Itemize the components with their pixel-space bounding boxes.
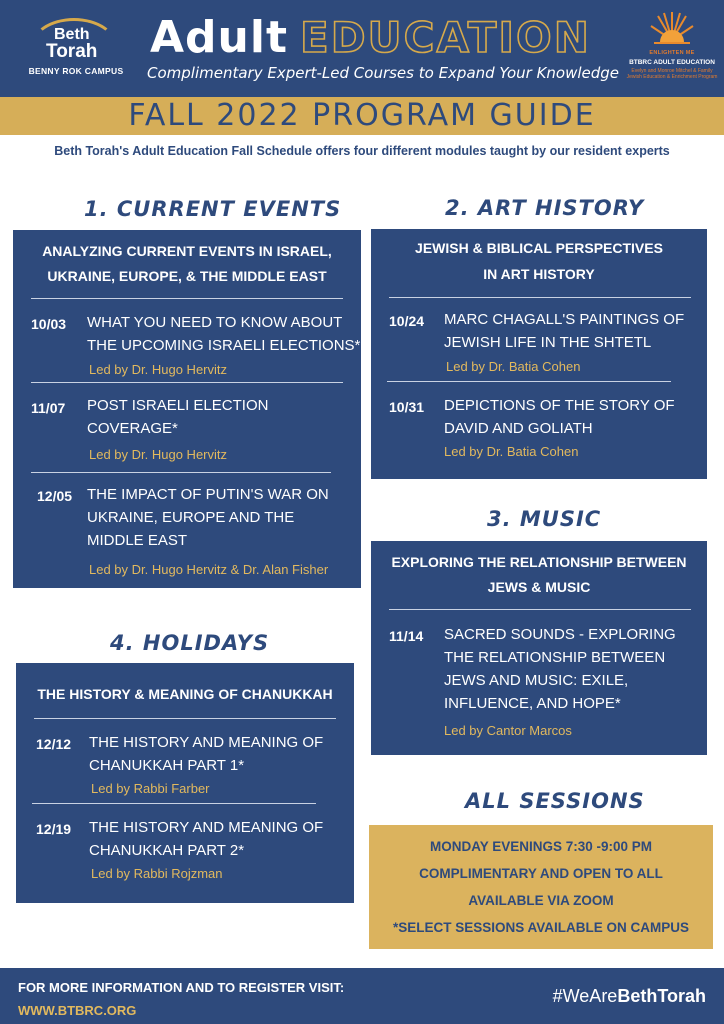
- session-date: 12/05: [37, 488, 73, 504]
- divider: [389, 297, 691, 298]
- sessions-schedule: MONDAY EVENINGS 7:30 -9:00 PM: [429, 839, 653, 854]
- divider: [31, 472, 331, 473]
- heading-current-events: 1. CURRENT EVENTS: [84, 197, 342, 221]
- art-history-title-1: JEWISH & BIBLICAL PERSPECTIVES: [415, 240, 663, 256]
- session-date: 10/03: [31, 316, 67, 332]
- divider: [34, 718, 336, 719]
- session-title: THE HISTORY AND MEANING OF CHANUKKAH PART 1*: [89, 734, 324, 774]
- session-date: 10/31: [389, 399, 425, 415]
- header-tagline: Complimentary Expert-Led Courses to Expand Your Knowledge: [147, 64, 620, 82]
- session-leader: Led by Dr. Hugo Hervitz & Dr. Alan Fisher: [89, 562, 329, 577]
- beth-torah-logo: [20, 14, 132, 80]
- session-date: 10/24: [389, 313, 425, 329]
- heading-all-sessions: ALL SESSIONS: [465, 789, 645, 813]
- enlighten-me-logo: [626, 8, 718, 92]
- sessions-campus: *SELECT SESSIONS AVAILABLE ON CAMPUS: [392, 920, 690, 935]
- session-date: 12/12: [36, 736, 72, 752]
- logo-program-text: BTBRC ADULT EDUCATION: [629, 59, 715, 66]
- banner-title: FALL 2022 PROGRAM GUIDE: [128, 98, 596, 133]
- intro-text: Beth Torah's Adult Education Fall Schedule offers four different modules taught by our resident experts: [54, 144, 670, 158]
- music-title-2: JEWS & MUSIC: [487, 579, 591, 595]
- music-title-1: EXPLORING THE RELATIONSHIP BETWEEN: [391, 554, 687, 570]
- session-title: WHAT YOU NEED TO KNOW ABOUT THE UPCOMING ISRAELI ELECTIONS*: [87, 314, 361, 354]
- session-leader: Led by Dr. Batia Cohen: [446, 359, 581, 374]
- sessions-open: COMPLIMENTARY AND OPEN TO ALL: [419, 866, 663, 881]
- session-date: 12/19: [36, 821, 72, 837]
- sun-icon: [650, 10, 694, 50]
- heading-music: 3. MUSIC: [487, 507, 602, 531]
- program-guide-banner: [0, 97, 724, 135]
- footer-hashtag: #WeAreBethTorah: [552, 986, 706, 1006]
- art-history-title-2: IN ART HISTORY: [483, 266, 595, 282]
- holidays-title: THE HISTORY & MEANING OF CHANUKKAH: [37, 686, 333, 702]
- divider: [31, 382, 343, 383]
- divider: [387, 381, 671, 382]
- logo-torah-text: Torah: [46, 41, 98, 62]
- divider: [389, 609, 691, 610]
- session-title: THE HISTORY AND MEANING OF CHANUKKAH PART 2*: [89, 819, 324, 859]
- session-leader: Led by Dr. Hugo Hervitz: [89, 447, 228, 462]
- session-leader: Led by Rabbi Farber: [91, 781, 210, 796]
- footer-cta: FOR MORE INFORMATION AND TO REGISTER VISIT:: [18, 980, 345, 995]
- session-title: MARC CHAGALL'S PAINTINGS OF JEWISH LIFE IN THE SHTETL: [444, 311, 685, 351]
- page-footer: [0, 968, 724, 1024]
- session-date: 11/14: [389, 628, 424, 644]
- session-leader: Led by Dr. Hugo Hervitz: [89, 362, 228, 377]
- logo-sponsor-text: Evelyn and Monroe Mitchel & Family Jewish Education & Enrichment Program: [626, 68, 718, 80]
- current-events-title-1: ANALYZING CURRENT EVENTS IN ISRAEL,: [42, 243, 332, 259]
- current-events-title-2: UKRAINE, EUROPE, & THE MIDDLE EAST: [47, 268, 327, 284]
- all-sessions-box: [369, 825, 713, 949]
- title-education: EDUCATION: [300, 13, 591, 62]
- footer-url-link[interactable]: WWW.BTBRC.ORG: [18, 1003, 137, 1018]
- sessions-zoom: AVAILABLE VIA ZOOM: [468, 893, 614, 908]
- divider: [31, 298, 343, 299]
- logo-campus-text: BENNY ROK CAMPUS: [28, 66, 124, 76]
- session-leader: Led by Cantor Marcos: [444, 723, 572, 738]
- holidays-box: [16, 663, 354, 903]
- session-title: DEPICTIONS OF THE STORY OF DAVID AND GOLIATH: [444, 397, 675, 437]
- current-events-box: [13, 230, 361, 588]
- session-title: SACRED SOUNDS - EXPLORING THE RELATIONSHIP BETWEEN JEWS AND MUSIC: EXILE, INFLUENCE, AND HOPE*: [444, 626, 676, 712]
- session-leader: Led by Rabbi Rojzman: [91, 866, 223, 881]
- music-box: [371, 541, 707, 755]
- session-date: 11/07: [31, 400, 66, 416]
- logo-beth-text: Beth: [54, 26, 90, 43]
- session-leader: Led by Dr. Batia Cohen: [444, 444, 579, 459]
- logo-enlighten-text: ENLIGHTEN ME: [649, 50, 695, 56]
- title-adult: Adult: [150, 12, 288, 63]
- session-title: THE IMPACT OF PUTIN'S WAR ON UKRAINE, EUROPE AND THE MIDDLE EAST: [87, 486, 329, 549]
- divider: [32, 803, 316, 804]
- page-header: [0, 0, 724, 97]
- art-history-box: [371, 229, 707, 479]
- heading-holidays: 4. HOLIDAYS: [110, 631, 270, 655]
- heading-art-history: 2. ART HISTORY: [445, 196, 645, 220]
- session-title: POST ISRAELI ELECTION COVERAGE*: [87, 397, 269, 437]
